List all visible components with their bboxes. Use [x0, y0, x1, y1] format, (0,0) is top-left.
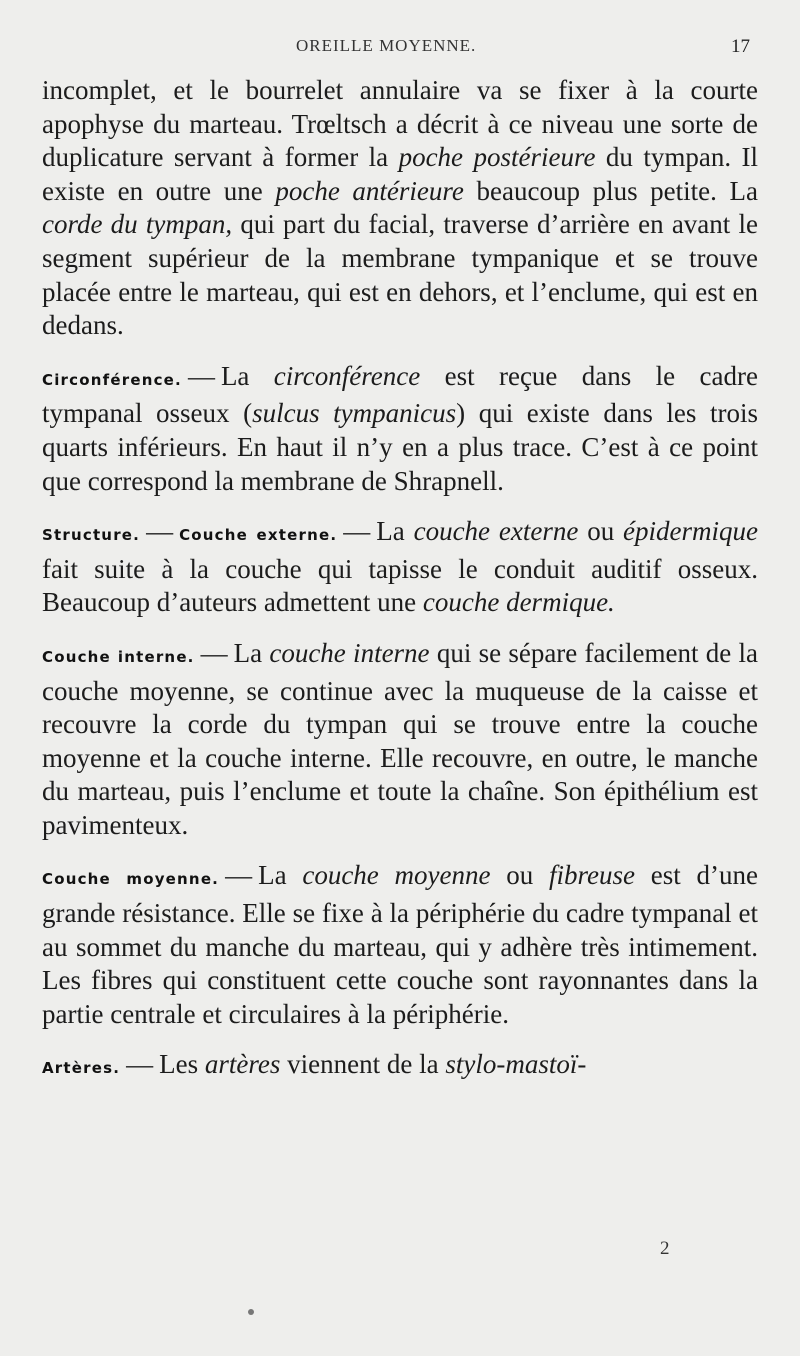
italic-term: circonférence	[273, 360, 421, 391]
paragraph-couche-interne	[42, 637, 758, 843]
text-run: incomplet, et le bourrelet annulaire va se fixer à la courte apophyse du marteau. Trœltsch a décrit à ce niveau une sorte de duplicature servant à former la	[42, 75, 758, 173]
text-run: ) qui existe dans les trois quarts inférieurs. En haut il n’y en a plus trace. C’est à ce point que correspond la membrane de Shrapnell.	[42, 398, 758, 496]
subsection-heading: Couche externe.	[179, 526, 338, 545]
section-heading: Structure.	[42, 526, 141, 545]
text-run: La	[258, 860, 303, 891]
page-header	[0, 36, 800, 60]
italic-term: poche antérieure	[275, 175, 464, 206]
section-heading: Couche moyenne.	[42, 870, 220, 889]
text-run: est reçue dans le cadre tympanal osseux (	[42, 360, 758, 429]
italic-term: couche interne	[269, 637, 430, 668]
text-run: La	[233, 637, 270, 668]
body-text	[42, 74, 758, 1086]
em-dash: —	[343, 516, 371, 547]
italic-term: couche externe	[413, 516, 579, 547]
section-heading: Circonférence.	[42, 370, 182, 389]
em-dash: —	[126, 1049, 154, 1080]
italic-term: corde du tympan,	[42, 209, 233, 240]
paragraph-circonference	[42, 360, 758, 498]
text-run: du tympan. Il existe en outre une	[42, 142, 759, 206]
italic-term: couche dermique.	[422, 587, 615, 618]
text-run: viennent de la	[280, 1049, 446, 1080]
running-head: OREILLE MOYENNE.	[296, 36, 477, 55]
section-heading: Couche interne.	[42, 647, 195, 666]
italic-term: stylo-mastoï-	[445, 1049, 587, 1080]
text-run: est d’une grande résistance. Elle se fixe à la périphérie du cadre tympanal et au sommet du manche du marteau, qui y adhère très intimement. Les fibres qui constituent cette couche sont rayonnantes dans la partie centrale et circulaires à la périphérie.	[42, 860, 759, 1029]
em-dash: —	[200, 637, 228, 668]
text-run: La	[376, 516, 414, 547]
paragraph-structure	[42, 515, 758, 620]
italic-term: sulcus tympanicus	[252, 398, 457, 429]
page-number: 17	[731, 36, 750, 57]
section-heading: Artères.	[42, 1059, 121, 1078]
em-dash: —	[187, 360, 215, 391]
text-run: Les	[159, 1049, 205, 1080]
text-run: ou	[490, 860, 550, 891]
em-dash: —	[146, 516, 174, 547]
italic-term: épidermique	[623, 516, 758, 547]
italic-term: poche postérieure	[398, 142, 596, 173]
print-speck	[248, 1309, 254, 1315]
em-dash: —	[225, 860, 253, 891]
text-run: qui se sépare facilement de la couche moyenne, se continue avec la muqueuse de la caisse et recouvre la corde du tympan qui se trouve entre la couche moyenne et la couche interne. Elle recouvre, en outre, le manche du marteau, puis l’enclume et toute la chaîne. Son épithélium est pavimenteux.	[42, 637, 758, 840]
text-run: La	[220, 360, 274, 391]
italic-term: couche moyenne	[302, 860, 491, 891]
signature-mark: 2	[660, 1238, 670, 1259]
paragraph-intro	[42, 74, 758, 343]
text-run: fait suite à la couche qui tapisse le conduit auditif osseux. Beaucoup d’auteurs admettent une	[42, 553, 758, 618]
italic-term: fibreuse	[549, 860, 636, 891]
text-run: ou	[578, 516, 624, 547]
italic-term: artères	[204, 1049, 281, 1080]
paragraph-arteres	[42, 1048, 758, 1086]
text-run: beaucoup plus petite. La	[463, 175, 758, 206]
paragraph-couche-moyenne	[42, 859, 758, 1031]
text-run: qui part du facial, traverse d’arrière en avant le segment supérieur de la membrane tympanique et se trouve placée entre le marteau, qui est en dehors, et l’enclume, qui est en dedans.	[42, 209, 758, 341]
